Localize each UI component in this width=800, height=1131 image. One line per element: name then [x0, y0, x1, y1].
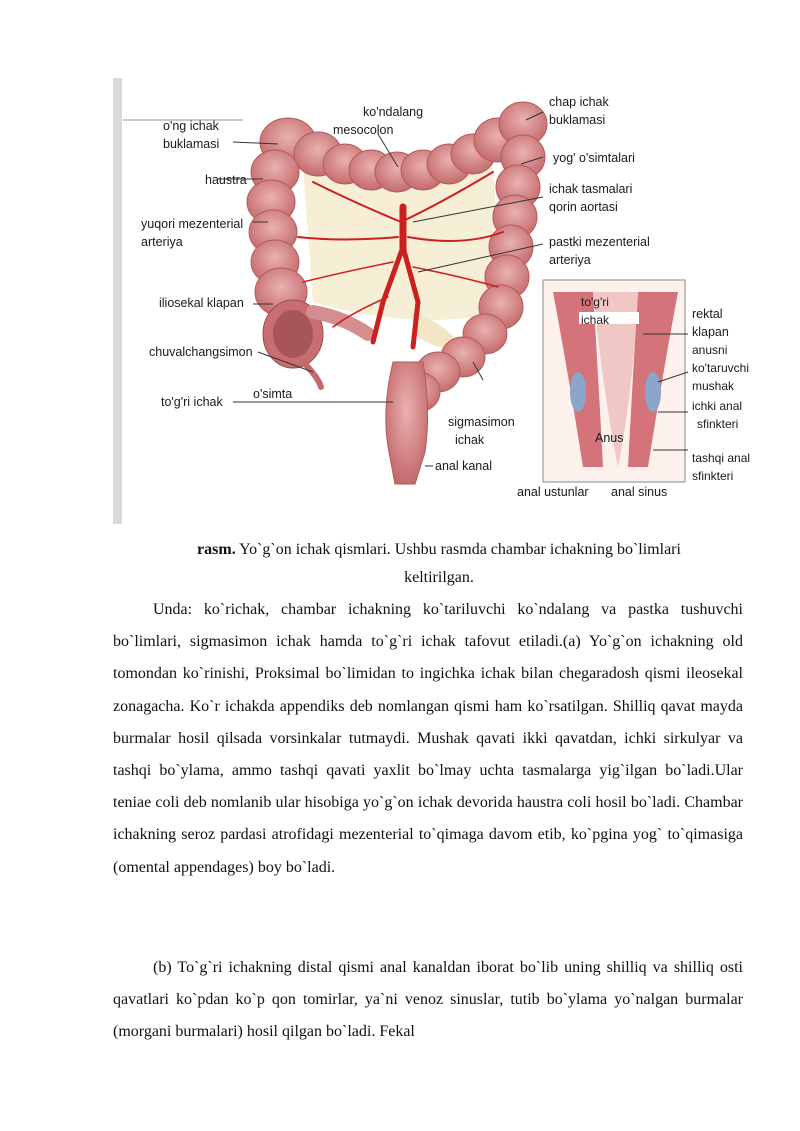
- svg-text:ichki anal: [692, 399, 742, 413]
- svg-text:arteriya: [549, 253, 591, 267]
- svg-text:yog' o'simtalari: [553, 151, 635, 165]
- label-anal-kanal: anal kanal: [435, 459, 492, 473]
- label-anusni: anusni: [692, 343, 728, 357]
- label-arteriya-right: arteriya: [549, 253, 591, 267]
- svg-text:iliosekal klapan: [159, 296, 244, 310]
- label-osimta: o'simta: [253, 387, 293, 401]
- svg-text:tashqi anal: [692, 451, 750, 465]
- svg-text:anal ustunlar: [517, 485, 589, 499]
- paragraph-2: (b) To`g`ri ichakning distal qismi anal kanaldan iborat bo`lib uning shilliq va shilliq osti qavatlari ko`pdan ko`p qon tomirlar, ya`ni venoz sinuslar, tutib bo`ylama yo`nalgan burmalar (morgani burmalari) hosil qilgan bo`ladi. Fekal: [113, 959, 743, 1041]
- svg-text:sfinkteri: [692, 469, 733, 483]
- svg-text:ko'taruvchi: [692, 361, 749, 375]
- svg-text:mushak: [692, 379, 735, 393]
- label-ong-ichak: o'ng ichak: [163, 119, 219, 133]
- label-togri-inset-1: to'g'ri: [581, 295, 609, 309]
- svg-text:pastki mezenterial: [549, 235, 650, 249]
- svg-text:o'ng ichak: [163, 119, 220, 133]
- svg-text:yuqori mezenterial: [141, 217, 243, 231]
- label-klapan: klapan: [692, 325, 729, 339]
- anatomy-figure: [113, 72, 765, 524]
- label-tashqi-anal: tashqi anal: [692, 451, 751, 465]
- svg-text:sigmasimon: [448, 415, 515, 429]
- label-kondalang: ko'ndalang: [363, 105, 424, 119]
- svg-text:sfinkteri: [697, 417, 738, 431]
- svg-text:anal kanal: [435, 459, 492, 473]
- svg-text:chuvalchangsimon: [149, 345, 253, 359]
- figure-caption-line2: keltirilgan.: [404, 569, 474, 586]
- caption-bold: rasm.: [197, 541, 236, 558]
- label-mushak: mushak: [692, 379, 735, 393]
- svg-text:Anus: [595, 431, 624, 445]
- label-buklamasi-left: buklamasi: [163, 137, 220, 151]
- label-yog-osimtalari: yog' o'simtalari: [553, 151, 635, 165]
- svg-text:buklamasi: [163, 137, 219, 151]
- label-rektal: rektal: [692, 307, 723, 321]
- svg-text:anusni: [692, 343, 727, 357]
- label-ichak-tasmalari: ichak tasmalari: [549, 182, 633, 196]
- ascending-colon: [247, 150, 307, 316]
- rectum: [386, 362, 428, 484]
- svg-text:rektal: [692, 307, 723, 321]
- label-anus: Anus: [595, 431, 624, 445]
- label-yuqori-mezenterial: yuqori mezenterial: [141, 217, 244, 231]
- label-sfinkteri-2: sfinkteri: [692, 469, 734, 483]
- svg-text:chap ichak: [549, 95, 610, 109]
- label-sigmasimon: sigmasimon: [448, 415, 515, 429]
- label-kotaruvchi: ko'taruvchi: [692, 361, 749, 375]
- label-chap-ichak: chap ichak: [549, 95, 609, 109]
- label-anal-sinus: anal sinus: [611, 485, 668, 499]
- svg-text:arteriya: [141, 235, 183, 249]
- svg-text:to'g'ri ichak: [161, 395, 223, 409]
- svg-text:anal sinus: [611, 485, 667, 499]
- label-anal-ustunlar: anal ustunlar: [517, 485, 589, 499]
- paragraph-1: Unda: ko`richak, chambar ichakning ko`tariluvchi ko`ndalang va pastka tushuvchi bo`limlari, sigmasimon ichak hamda to`g`ri ichak tafovut etiladi.(a) Yo`g`on ichakning old tomondan ko`rinishi, Proksimal bo`limidan to ingichka ichak bilan chegaradosh qismi ileosekal zonagacha. Ko`r ichakda appendiks deb nomlangan qismi ham ko`rsatilgan. Shilliq qavat mayda burmalar hosil qilsada vorsinkalar tutmaydi. Mushak qavati ikki qavatdan, ichki sirkulyar va tashqi bo`ylama, ammo tashqi qavati yaxlit bo`lmay uchta tasmalarga yig`ilgan bo`ladi.Ular teniae coli deb nomlanib ular hisobiga yo`g`on ichak devorida haustra coli hosil bo`ladi. Chambar ichakning seroz pardasi atrofidagi mezenterial to`qimaga davom etib, ko`pgina yog` to`qimasiga (omental appendages) boy bo`ladi.: [113, 601, 743, 876]
- label-togri-inset-2: ichak: [581, 313, 610, 327]
- label-qorin-aortasi: qorin aortasi: [549, 200, 618, 214]
- label-buklamasi-right: buklamasi: [549, 113, 606, 127]
- label-mesocolon: mesocolon: [333, 123, 394, 137]
- svg-text:ichak tasmalari: [549, 182, 632, 196]
- label-togri-ichak-left: to'g'ri ichak: [161, 395, 223, 409]
- svg-text:ichak: [455, 433, 485, 447]
- svg-text:to'g'ri: [581, 295, 609, 309]
- svg-text:ichak: [581, 313, 610, 327]
- colon-illustration: [113, 72, 765, 524]
- label-arteriya-left: arteriya: [141, 235, 183, 249]
- svg-text:buklamasi: [549, 113, 605, 127]
- svg-text:mesocolon: [333, 123, 393, 137]
- svg-text:o'simta: [253, 387, 292, 401]
- caption-text: Yo`g`on ichak qismlari. Ushbu rasmda chambar ichakning bo`limlari: [235, 541, 681, 558]
- label-sfinkteri-1: sfinkteri: [697, 417, 739, 431]
- svg-text:qorin aortasi: [549, 200, 618, 214]
- svg-text:ko'ndalang: [363, 105, 423, 119]
- svg-text:haustra: [205, 173, 247, 187]
- label-chuvalchangsimon: chuvalchangsimon: [149, 345, 253, 359]
- figure-caption-line1: [113, 536, 765, 564]
- label-haustra: haustra: [205, 173, 247, 187]
- label-pastki-mezenterial: pastki mezenterial: [549, 235, 650, 249]
- appendix: [303, 362, 321, 387]
- svg-text:klapan: [692, 325, 729, 339]
- label-iliosekal-klapan: iliosekal klapan: [159, 296, 244, 310]
- label-ichki-anal: ichki anal: [692, 399, 743, 413]
- label-ichak: ichak: [455, 433, 485, 447]
